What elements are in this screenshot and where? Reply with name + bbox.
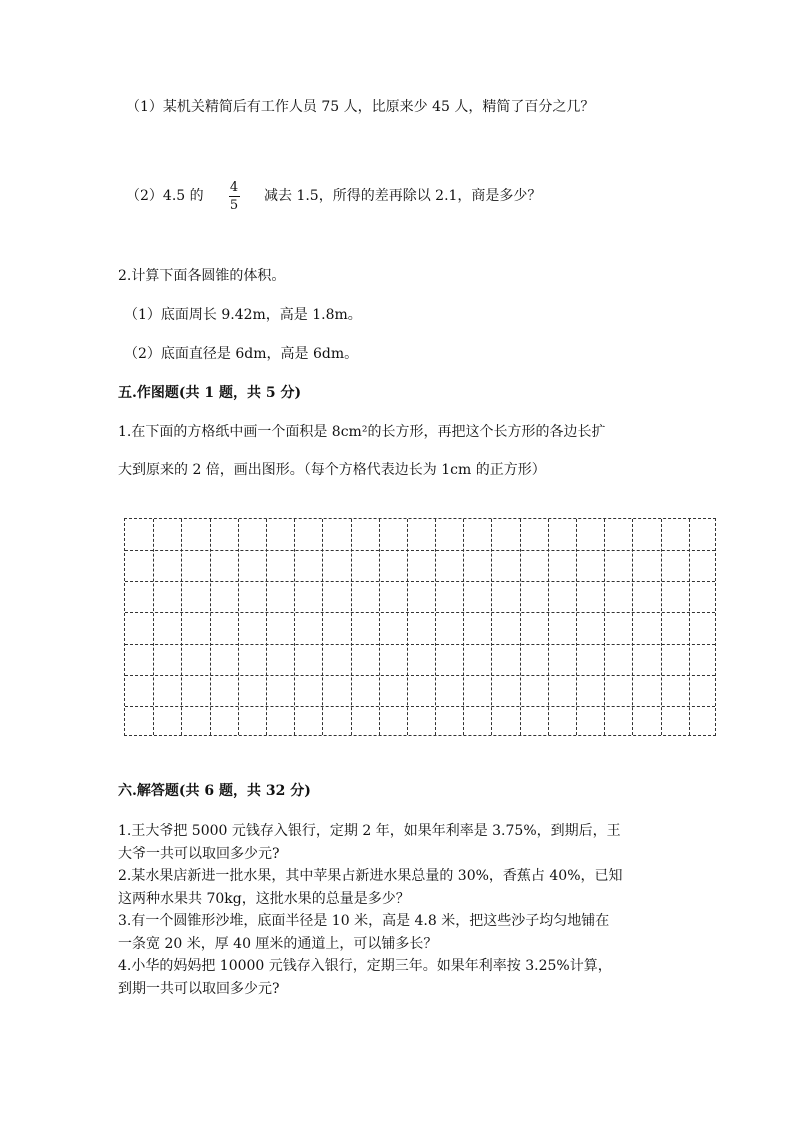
question-4-1: （1）某机关精简后有工作人员 75 人，比原来少 45 人，精简了百分之几？: [126, 99, 595, 115]
fraction-four-fifths: [226, 180, 242, 213]
cone-item-1: （1）底面周长 9.42m，高是 1.8m。: [124, 307, 362, 323]
grid-vertical-line: [322, 519, 323, 735]
cone-heading: 2.计算下面各圆锥的体积。: [118, 268, 286, 284]
section-5-q1-line1: 1.在下面的方格纸中画一个面积是 8cm²的长方形，再把这个长方形的各边长扩: [118, 424, 606, 440]
section-6-questions: [118, 820, 623, 1000]
question-4-2-prefix: （2）4.5 的: [126, 188, 204, 204]
fraction-numerator: 4: [229, 180, 239, 195]
grid-horizontal-line: [125, 612, 715, 613]
grid-vertical-line: [689, 519, 690, 735]
grid-horizontal-line: [125, 706, 715, 707]
grid-vertical-line: [294, 519, 295, 735]
grid-vertical-line: [548, 519, 549, 735]
section-5-title: 五.作图题(共 1 题，共 5 分): [118, 385, 302, 401]
grid-vertical-line: [632, 519, 633, 735]
section-6-line: 1.王大爷把 5000 元钱存入银行，定期 2 年，如果年利率是 3.75%，到期后，王: [118, 823, 621, 839]
grid-horizontal-line: [125, 550, 715, 551]
fraction-bar: [229, 196, 240, 197]
grid-vertical-line: [435, 519, 436, 735]
section-6-line: 这两种水果共 70kg，这批水果的总量是多少？: [118, 890, 410, 907]
grid-vertical-line: [210, 519, 211, 735]
drawing-grid[interactable]: [124, 518, 716, 736]
grid-horizontal-line: [125, 581, 715, 582]
grid-horizontal-line: [125, 644, 715, 645]
grid-vertical-line: [576, 519, 577, 735]
section-6-line: 4.小华的妈妈把 10000 元钱存入银行，定期三年。如果年利率按 3.25%计算，: [118, 958, 612, 974]
grid-vertical-line: [266, 519, 267, 735]
section-6-line: 到期一共可以取回多少元?: [118, 980, 280, 997]
grid-vertical-line: [661, 519, 662, 735]
section-6-line: 3.有一个圆锥形沙堆，底面半径是 10 米，高是 4.8 米，把这些沙子均匀地铺在: [118, 913, 610, 929]
question-4-2-suffix: 减去 1.5，所得的差再除以 2.1，商是多少？: [264, 188, 542, 204]
grid-vertical-line: [604, 519, 605, 735]
grid-vertical-line: [379, 519, 380, 735]
section-6-title: 六.解答题(共 6 题，共 32 分): [118, 783, 311, 799]
grid-vertical-line: [351, 519, 352, 735]
section-6-line: 大爷一共可以取回多少元?: [118, 845, 280, 862]
grid-vertical-line: [491, 519, 492, 735]
cone-item-2: （2）底面直径是 6dm，高是 6dm。: [124, 346, 359, 362]
grid-vertical-line: [463, 519, 464, 735]
grid-vertical-line: [407, 519, 408, 735]
grid-vertical-line: [181, 519, 182, 735]
grid-vertical-line: [153, 519, 154, 735]
grid-vertical-line: [520, 519, 521, 735]
section-6-line: 2.某水果店新进一批水果，其中苹果占新进水果总量的 30%，香蕉占 40%，已知: [118, 868, 623, 884]
fraction-denominator: 5: [229, 198, 239, 213]
grid-vertical-line: [238, 519, 239, 735]
grid-horizontal-line: [125, 675, 715, 676]
section-6-line: 一条宽 20 米，厚 40 厘米的通道上，可以铺多长？: [118, 935, 438, 952]
section-5-q1-line2: 大到原来的 2 倍，画出图形。（每个方格代表边长为 1cm 的正方形）: [118, 462, 546, 478]
